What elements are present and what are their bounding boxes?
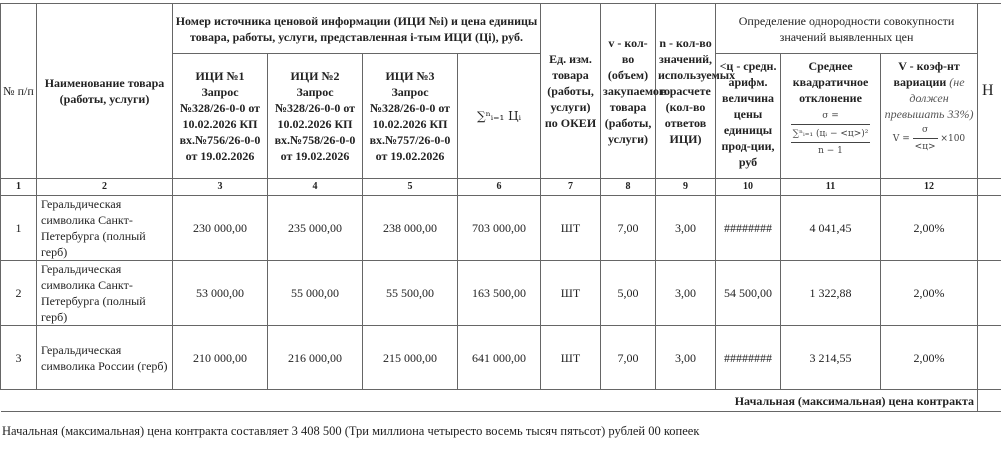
std-deviation: 1 322,88	[781, 261, 881, 326]
mean-price: ########	[716, 326, 781, 390]
header-mean-price: <ц - средн. арифм. величина цены единицы прод-ции, руб	[716, 54, 781, 179]
mean-price: ########	[716, 196, 781, 261]
column-number-row	[1, 179, 1001, 196]
price-source-3: 55 500,00	[363, 261, 458, 326]
col-number: 9	[656, 179, 716, 196]
var-label: V - коэф-нт вариации	[893, 59, 960, 89]
col-number: 5	[363, 179, 458, 196]
price-source-2: 55 000,00	[268, 261, 363, 326]
unit: ШТ	[541, 261, 601, 326]
variation-coefficient: 2,00%	[881, 196, 978, 261]
std-deviation: 3 214,55	[781, 326, 881, 390]
price-source-2: 235 000,00	[268, 196, 363, 261]
header-homogeneity-group: Определение однородности совокупности значений выявленных цен	[716, 4, 978, 54]
header-volume: v - кол-во (объем) закупаемого товара (работы, услуги)	[601, 4, 656, 179]
item-name: Геральдическая символика Санкт-Петербурга (полный герб)	[37, 196, 173, 261]
header-row-number: № п/п	[1, 4, 37, 179]
values-count: 3,00	[656, 261, 716, 326]
source-1-type: Запрос	[201, 85, 239, 99]
contract-price-footnote: Начальная (максимальная) цена контракта составляет 3 408 500 (Три миллиона четыресто восемь тысяч пятьсот) рублей 00 копеек	[2, 424, 700, 438]
std-deviation: 4 041,45	[781, 196, 881, 261]
values-count: 3,00	[656, 326, 716, 390]
price-source-1: 53 000,00	[173, 261, 268, 326]
price-source-3: 215 000,00	[363, 326, 458, 390]
unit: ШТ	[541, 196, 601, 261]
col-number: 3	[173, 179, 268, 196]
row-number: 1	[1, 196, 37, 261]
header-price-sources-group: Номер источника ценовой информации (ИЦИ №i) и цена единицы товара, работы, услуги, представленная i-тым ИЦИ (Цi), руб.	[173, 4, 541, 54]
header-values-count: n - кол-во значений, используемых в расчете (кол-во ответов ИЦИ)	[656, 4, 716, 179]
price-source-2: 216 000,00	[268, 326, 363, 390]
source-2-ref: №328/26-0-0 от 10.02.2026 КП вх.№758/26-0-0 от 19.02.2026	[274, 101, 356, 163]
header-source-3	[363, 54, 458, 179]
col-number: 2	[37, 179, 173, 196]
price-sum: 703 000,00	[458, 196, 541, 261]
source-2-title: ИЦИ №2	[290, 69, 340, 83]
col-number: 12	[881, 179, 978, 196]
price-source-3: 238 000,00	[363, 196, 458, 261]
var-note: (не должен превышать 33%)	[884, 75, 974, 121]
table-row	[1, 261, 1001, 326]
source-3-type: Запрос	[391, 85, 429, 99]
item-name: Геральдическая символика России (герб)	[37, 326, 173, 390]
col-number: 10	[716, 179, 781, 196]
header-source-2	[268, 54, 363, 179]
source-3-ref: №328/26-0-0 от 10.02.2026 КП вх.№757/26-0-0 от 19.02.2026	[369, 101, 451, 163]
price-source-1: 210 000,00	[173, 326, 268, 390]
item-name: Геральдическая символика Санкт-Петербурга (полный герб)	[37, 261, 173, 326]
header-cut-column: Н	[978, 4, 1001, 179]
volume: 7,00	[601, 326, 656, 390]
total-row	[1, 390, 1001, 412]
header-variation-coefficient	[881, 54, 978, 179]
std-formula: σ = $\frac{\text{∑ⁿᵢ₌₁ (цᵢ − <ц>)²}}{n - 1}$	[791, 111, 871, 148]
std-label: Среднее квадратичное отклонение	[792, 59, 869, 105]
variation-coefficient: 2,00%	[881, 326, 978, 390]
col-number: 11	[781, 179, 881, 196]
table-row	[1, 326, 1001, 390]
source-1-ref: №328/26-0-0 от 10.02.2026 КП вх.№756/26-0-0 от 19.02.2026	[179, 101, 261, 163]
price-calculation-table	[0, 3, 1001, 412]
total-label: Начальная (максимальная) цена контракта	[716, 390, 978, 412]
header-source-1	[173, 54, 268, 179]
values-count: 3,00	[656, 196, 716, 261]
price-sum: 163 500,00	[458, 261, 541, 326]
col-number: 1	[1, 179, 37, 196]
table-row	[1, 196, 1001, 261]
col-number: 4	[268, 179, 363, 196]
price-sum: 641 000,00	[458, 326, 541, 390]
volume: 7,00	[601, 196, 656, 261]
mean-price: 54 500,00	[716, 261, 781, 326]
unit: ШТ	[541, 326, 601, 390]
row-number: 2	[1, 261, 37, 326]
source-3-title: ИЦИ №3	[385, 69, 435, 83]
col-number: 7	[541, 179, 601, 196]
variation-coefficient: 2,00%	[881, 261, 978, 326]
price-source-1: 230 000,00	[173, 196, 268, 261]
col-number: 8	[601, 179, 656, 196]
source-2-type: Запрос	[296, 85, 334, 99]
header-item-name: Наименование товара (работы, услуги)	[37, 4, 173, 179]
var-formula: V = $\frac{\sigma}{<ц>}$ ×100	[893, 134, 965, 144]
col-number: 6	[458, 179, 541, 196]
source-1-title: ИЦИ №1	[195, 69, 245, 83]
header-std-deviation	[781, 54, 881, 179]
row-number: 3	[1, 326, 37, 390]
header-sum-formula: ∑ⁿᵢ₌₁ Цᵢ	[458, 54, 541, 179]
header-unit: Ед. изм. товара (работы, услуги) по ОКЕИ	[541, 4, 601, 179]
volume: 5,00	[601, 261, 656, 326]
